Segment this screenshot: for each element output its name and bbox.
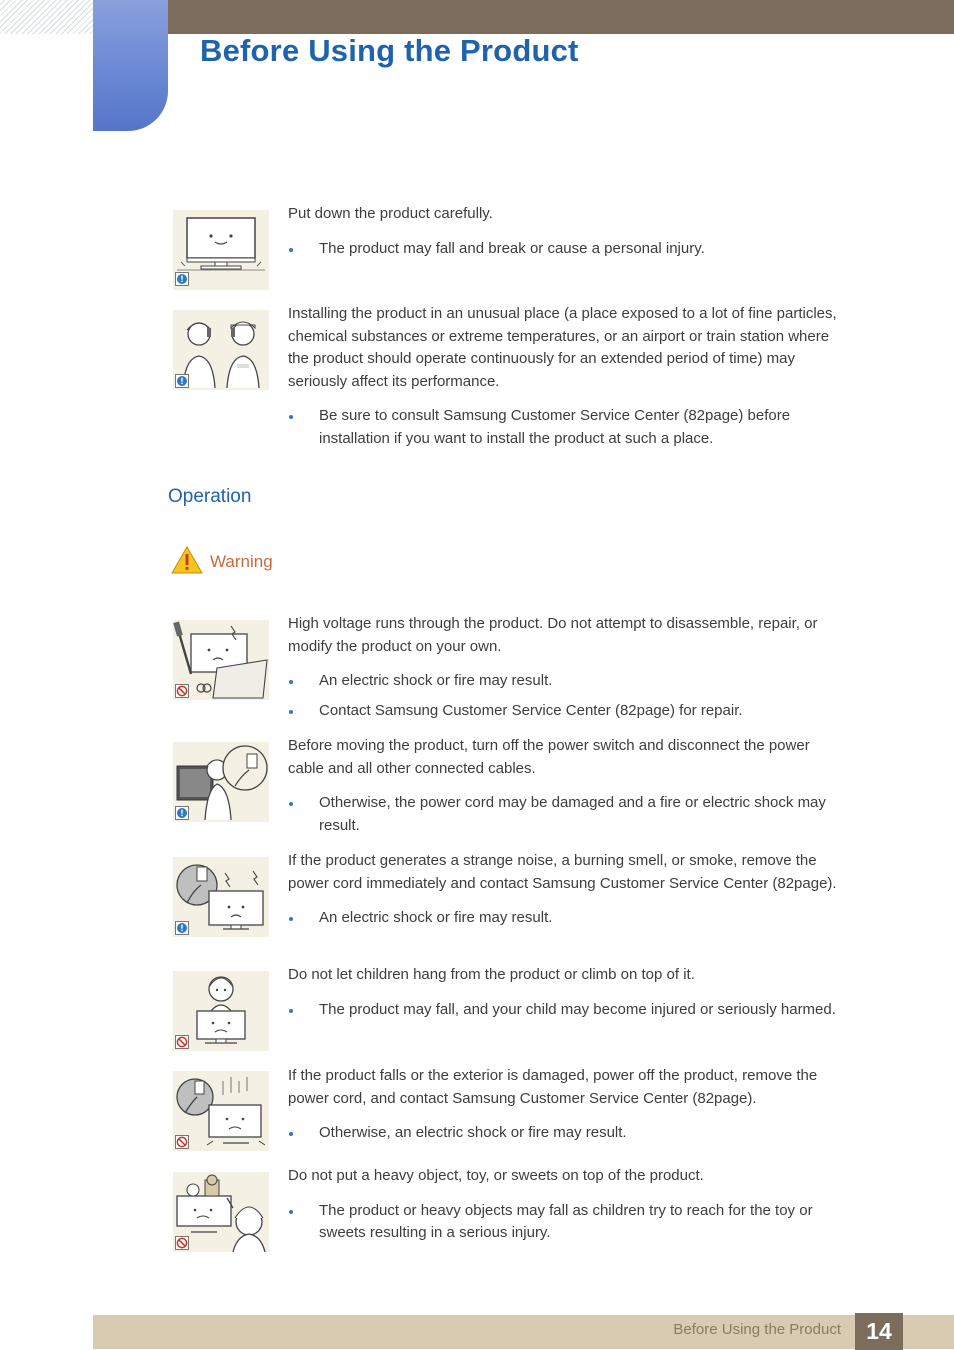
- entry-text: If the product falls or the exterior is damaged, power off the product, remove the power cord, and contact Samsung Customer Service Center (82page).: [288, 1067, 818, 1107]
- warning-label: [171, 546, 311, 576]
- page-number: 14: [855, 1313, 903, 1350]
- caution-icon: [175, 272, 189, 286]
- caution-icon: [175, 806, 189, 820]
- entry-content: [288, 1065, 848, 1152]
- prohibited-icon: [175, 1035, 189, 1049]
- entry-content: [288, 964, 848, 1028]
- damaged-product-illustration: [173, 1071, 269, 1151]
- bullet-item: Otherwise, an electric shock or fire may result.: [288, 1122, 848, 1145]
- bullet-item: An electric shock or fire may result.: [288, 907, 848, 930]
- bullet-list: [288, 999, 848, 1022]
- entry-content: [288, 735, 848, 844]
- bullet-list: [288, 670, 848, 722]
- entry-content: [288, 203, 848, 267]
- entry-text: High voltage runs through the product. Do not attempt to disassemble, repair, or modify the product on your own.: [288, 615, 818, 655]
- section-heading: Operation: [168, 486, 252, 507]
- page-title: Before Using the Product: [200, 33, 579, 68]
- bullet-item: The product may fall, and your child may become injured or seriously harmed.: [288, 999, 848, 1022]
- monitor-placed-down-illustration: [173, 210, 269, 290]
- entry-content: [288, 850, 848, 937]
- consult-service-illustration: [173, 310, 269, 390]
- caution-icon: [175, 921, 189, 935]
- caution-icon: [175, 374, 189, 388]
- bullet-list: [288, 238, 848, 261]
- prohibited-icon: [175, 1135, 189, 1149]
- bullet-list: [288, 1200, 848, 1245]
- smoke-unplug-illustration: [173, 857, 269, 937]
- bullet-list: [288, 792, 848, 837]
- entry-text: Put down the product carefully.: [288, 205, 493, 222]
- prohibited-icon: [175, 1236, 189, 1250]
- entry-text: Before moving the product, turn off the power switch and disconnect the power cable and all other connected cables.: [288, 737, 810, 777]
- child-climbing-illustration: [173, 971, 269, 1051]
- bullet-item: Otherwise, the power cord may be damaged and a fire or electric shock may result.: [288, 792, 848, 837]
- header-bar: [168, 0, 954, 34]
- bullet-item: An electric shock or fire may result.: [288, 670, 848, 693]
- entry-text: Do not let children hang from the product or climb on top of it.: [288, 966, 695, 983]
- entry-content: [288, 1165, 848, 1252]
- bullet-item: Be sure to consult Samsung Customer Service Center (82page) before installation if you want to install the product at such a place.: [288, 405, 848, 450]
- entry-content: [288, 613, 848, 729]
- entry-text: Installing the product in an unusual place (a place exposed to a lot of fine particles, chemical substances or extreme temperatures, or an airport or train station where the product should operate continuously for an extended period of time) may seriously affect its performance.: [288, 305, 837, 390]
- footer-chapter-label: Before Using the Product: [673, 1321, 841, 1338]
- warning-triangle-icon: [171, 546, 203, 574]
- heavy-object-illustration: [173, 1172, 269, 1252]
- warning-text: Warning: [210, 552, 273, 571]
- disconnect-cables-illustration: [173, 742, 269, 822]
- chapter-tab: [93, 0, 168, 131]
- header-hatch-decoration: [0, 0, 93, 34]
- bullet-item: The product may fall and break or cause a personal injury.: [288, 238, 848, 261]
- bullet-item: The product or heavy objects may fall as children try to reach for the toy or sweets resulting in a serious injury.: [288, 1200, 848, 1245]
- entry-text: Do not put a heavy object, toy, or sweets on top of the product.: [288, 1167, 704, 1184]
- bullet-list: [288, 405, 848, 450]
- entry-text: If the product generates a strange noise, a burning smell, or smoke, remove the power cord immediately and contact Samsung Customer Service Center (82page).: [288, 852, 837, 892]
- bullet-list: [288, 1122, 848, 1145]
- prohibited-icon: [175, 684, 189, 698]
- entry-content: [288, 303, 848, 458]
- no-disassembly-illustration: [173, 620, 269, 700]
- bullet-item: Contact Samsung Customer Service Center (82page) for repair.: [288, 700, 848, 723]
- bullet-list: [288, 907, 848, 930]
